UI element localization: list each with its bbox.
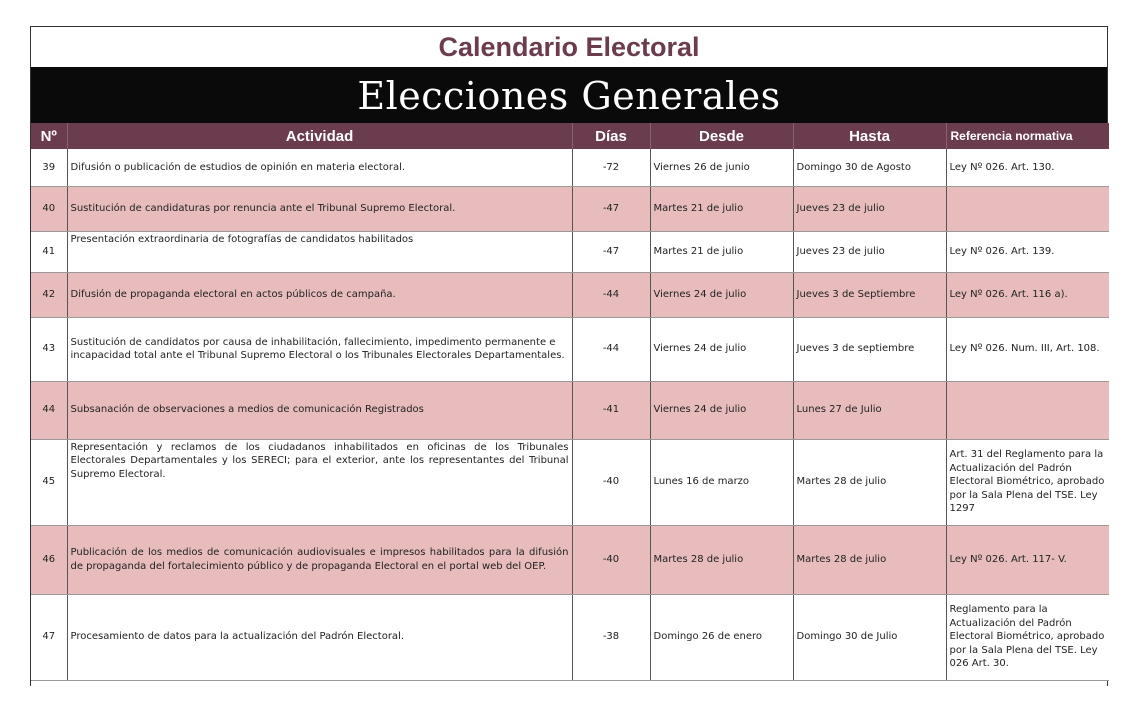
table-row [31,594,1109,680]
table-row [31,231,1109,272]
row-days: -44 [572,272,650,317]
row-reference [946,381,1109,439]
col-header-reference: Referencia normativa [946,123,1109,149]
col-header-activity: Actividad [67,123,572,149]
row-number: 41 [31,231,67,272]
row-from: Martes 21 de julio [650,186,793,231]
col-header-days: Días [572,123,650,149]
row-activity: Difusión de propaganda electoral en actos públicos de campaña. [67,272,572,317]
col-header-number: Nº [31,123,67,149]
row-to: Domingo 30 de Julio [793,594,946,680]
table-row [31,149,1109,186]
row-days: -41 [572,381,650,439]
row-from: Martes 28 de julio [650,525,793,594]
row-activity: Presentación extraordinaria de fotografías de candidatos habilitados [67,231,572,272]
document-subtitle: Elecciones Generales [31,67,1107,123]
row-days: -47 [572,231,650,272]
row-to: Lunes 27 de Julio [793,381,946,439]
row-days: -40 [572,525,650,594]
row-from: Lunes 16 de marzo [650,439,793,525]
row-days: -72 [572,149,650,186]
row-from: Viernes 24 de julio [650,381,793,439]
row-activity: Procesamiento de datos para la actualización del Padrón Electoral. [67,594,572,680]
row-reference: Art. 31 del Reglamento para la Actualización del Padrón Electoral Biométrico, aprobado por la Sala Plena del TSE. Ley 1297 [946,439,1109,525]
row-to: Domingo 30 de Agosto [793,149,946,186]
row-number: 40 [31,186,67,231]
table-header-row [31,123,1109,149]
table-row [31,525,1109,594]
calendar-document [30,26,1108,686]
row-reference: Ley Nº 026. Art. 117- V. [946,525,1109,594]
row-from: Viernes 24 de julio [650,272,793,317]
row-to: Martes 28 de julio [793,439,946,525]
table-row [31,381,1109,439]
col-header-to: Hasta [793,123,946,149]
row-reference: Ley Nº 026. Art. 130. [946,149,1109,186]
row-reference: Ley Nº 026. Art. 139. [946,231,1109,272]
document-title: Calendario Electoral [31,27,1107,67]
calendar-table [31,123,1109,681]
row-to: Jueves 3 de septiembre [793,317,946,381]
row-number: 44 [31,381,67,439]
row-to: Jueves 23 de julio [793,186,946,231]
row-days: -40 [572,439,650,525]
row-to: Jueves 23 de julio [793,231,946,272]
row-number: 46 [31,525,67,594]
row-number: 39 [31,149,67,186]
table-row [31,439,1109,525]
row-reference [946,186,1109,231]
row-days: -38 [572,594,650,680]
row-to: Jueves 3 de Septiembre [793,272,946,317]
col-header-from: Desde [650,123,793,149]
row-days: -47 [572,186,650,231]
row-number: 42 [31,272,67,317]
table-row [31,272,1109,317]
row-activity: Subsanación de observaciones a medios de comunicación Registrados [67,381,572,439]
row-activity: Publicación de los medios de comunicación audiovisuales e impresos habilitados para la difusión de propaganda del fortalecimiento público y de propaganda Electoral en el portal web del OEP. [67,525,572,594]
row-days: -44 [572,317,650,381]
row-from: Viernes 24 de julio [650,317,793,381]
row-activity: Sustitución de candidaturas por renuncia ante el Tribunal Supremo Electoral. [67,186,572,231]
row-activity: Difusión o publicación de estudios de opinión en materia electoral. [67,149,572,186]
table-row [31,186,1109,231]
row-from: Viernes 26 de junio [650,149,793,186]
row-reference: Ley Nº 026. Num. III, Art. 108. [946,317,1109,381]
row-reference: Ley Nº 026. Art. 116 a). [946,272,1109,317]
row-activity: Representación y reclamos de los ciudadanos inhabilitados en oficinas de los Tribunales Electorales Departamentales y los SERECI; para el exterior, ante los representantes del Tribunal Supremo Electoral. [67,439,572,525]
row-number: 47 [31,594,67,680]
row-reference: Reglamento para la Actualización del Padrón Electoral Biométrico, aprobado por la Sala Plena del TSE. Ley 026 Art. 30. [946,594,1109,680]
table-body [31,149,1109,680]
row-number: 45 [31,439,67,525]
row-activity: Sustitución de candidatos por causa de inhabilitación, fallecimiento, impedimento permanente e incapacidad total ante el Tribunal Supremo Electoral o los Tribunales Electorales Departamentales. [67,317,572,381]
row-from: Domingo 26 de enero [650,594,793,680]
row-to: Martes 28 de julio [793,525,946,594]
table-row [31,317,1109,381]
row-from: Martes 21 de julio [650,231,793,272]
row-number: 43 [31,317,67,381]
